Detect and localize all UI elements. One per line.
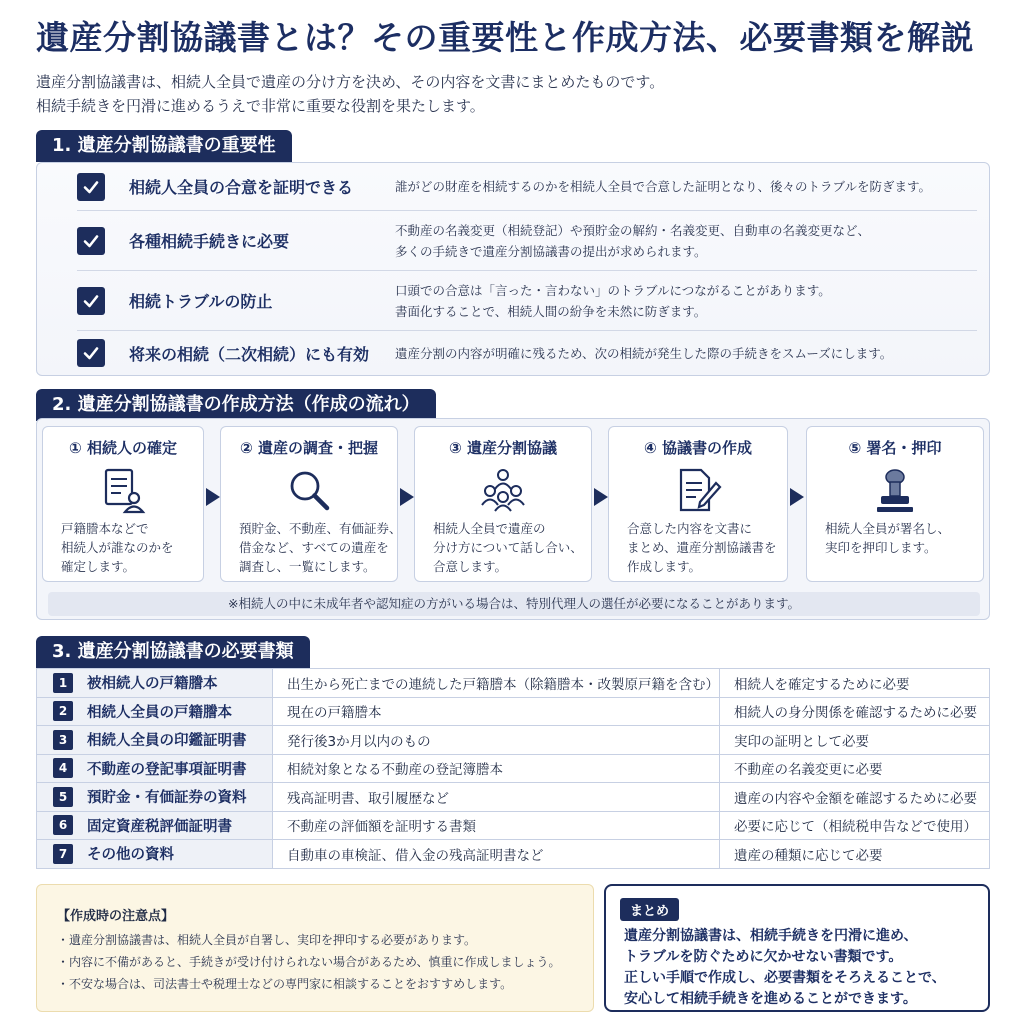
table-row — [37, 840, 990, 869]
step-desc-line: 相続人が誰なのかを — [61, 540, 174, 555]
document-purpose: 遺産の種類に応じて必要 — [720, 840, 990, 869]
document-name-cell — [37, 840, 273, 869]
document-name-cell — [37, 754, 273, 783]
document-purpose: 遺産の内容や金額を確認するために必要 — [720, 783, 990, 812]
step-desc-line: 調査し、一覧にします。 — [239, 559, 376, 574]
document-detail: 発行後3か月以内のもの — [273, 726, 720, 755]
importance-desc-line: 書面化することで、相続人間の紛争を未然に防ぎます。 — [395, 303, 707, 319]
document-name-cell — [37, 811, 273, 840]
flow-step — [806, 426, 984, 582]
step-desc-line: まとめ、遺産分割協議書を — [627, 540, 777, 555]
step-desc — [61, 519, 174, 576]
caution-list — [57, 929, 561, 995]
table-row — [37, 697, 990, 726]
document-purpose: 実印の証明として必要 — [720, 726, 990, 755]
document-purpose: 相続人を確定するために必要 — [720, 669, 990, 698]
caution-item: ・遺産分割協議書は、相続人全員が自署し、実印を押印する必要があります。 — [57, 933, 477, 947]
step-desc — [825, 519, 950, 557]
importance-item — [77, 163, 977, 211]
row-number-badge: 2 — [53, 701, 73, 721]
section2-heading: 2. 遺産分割協議書の作成方法（作成の流れ） — [36, 389, 436, 421]
check-icon — [77, 287, 105, 315]
caution-title: 【作成時の注意点】 — [57, 909, 175, 924]
importance-panel — [36, 162, 990, 376]
document-name-cell — [37, 697, 273, 726]
row-number-badge: 1 — [53, 673, 73, 693]
document-purpose: 不動産の名義変更に必要 — [720, 754, 990, 783]
step-desc-line: 合意します。 — [433, 559, 508, 574]
importance-desc — [395, 220, 870, 262]
summary-line: トラブルを防ぐために欠かせない書類です。 — [624, 949, 903, 965]
summary-tag: まとめ — [620, 898, 679, 921]
document-detail: 出生から死亡までの連続した戸籍謄本（除籍謄本・改製原戸籍を含む） — [273, 669, 720, 698]
importance-item — [77, 211, 977, 271]
step-desc-line: 相続人全員が署名し、 — [825, 521, 951, 536]
step-desc-line: 実印を押印します。 — [825, 540, 937, 555]
flow-arrow-icon — [400, 488, 414, 506]
document-name-cell — [37, 726, 273, 755]
importance-label: 各種相続手続きに必要 — [129, 232, 290, 251]
document-detail: 残高証明書、取引履歴など — [273, 783, 720, 812]
document-person-icon — [97, 465, 149, 517]
table-row — [37, 754, 990, 783]
summary-line: 正しい手順で作成し、必要書類をそろえることで、 — [624, 970, 946, 986]
step-title: ④ 協議書の作成 — [644, 439, 752, 457]
document-detail: 自動車の車検証、借入金の残高証明書など — [273, 840, 720, 869]
importance-label: 将来の相続（二次相続）にも有効 — [129, 344, 370, 364]
check-icon — [77, 173, 105, 201]
step-desc-line: 作成します。 — [627, 559, 702, 574]
importance-label: 相続トラブルの防止 — [129, 292, 273, 311]
intro-line: 相続手続きを円滑に進めるうえで非常に重要な役割を果たします。 — [36, 97, 485, 115]
importance-item — [77, 271, 977, 331]
flow-note: ※相続人の中に未成年者や認知症の方がいる場合は、特別代理人の選任が必要になることがあります。 — [48, 592, 980, 616]
check-icon — [77, 227, 105, 255]
intro-text — [36, 70, 664, 118]
caution-item: ・不安な場合は、司法書士や税理士などの専門家に相談することをおすすめします。 — [57, 977, 513, 991]
flow-arrow-icon — [206, 488, 220, 506]
seal-stamp-icon — [869, 465, 921, 517]
importance-desc-line: 遺産分割の内容が明確に残るため、次の相続が発生した際の手続きをスムーズにします。 — [395, 345, 893, 361]
step-desc-line: 分け方について話し合い、 — [433, 540, 583, 555]
summary-line: 安心して相続手続きを進めることができます。 — [624, 991, 917, 1007]
importance-desc-line: 誰がどの財産を相続するのかを相続人全員で合意した証明となり、後々のトラブルを防ぎます。 — [395, 179, 932, 194]
magnifier-icon — [283, 465, 335, 517]
group-icon — [477, 465, 529, 517]
step-desc-line: 戸籍謄本などで — [61, 521, 149, 536]
document-purpose: 相続人の身分関係を確認するために必要 — [720, 697, 990, 726]
step-desc-line: 借金など、すべての遺産を — [239, 540, 389, 555]
table-row — [37, 783, 990, 812]
document-name: 固定資産税評価証明書 — [87, 818, 232, 835]
step-desc-line: 相続人全員で遺産の — [433, 521, 546, 536]
document-detail: 不動産の評価額を証明する書類 — [273, 811, 720, 840]
caution-box — [36, 884, 594, 1012]
importance-desc — [395, 343, 892, 364]
flow-step — [42, 426, 204, 582]
document-name: 預貯金・有価証券の資料 — [87, 790, 247, 807]
page-title: 遺産分割協議書とは？その重要性と作成方法、必要書類を解説 — [36, 18, 974, 57]
table-row — [37, 726, 990, 755]
document-name: その他の資料 — [87, 847, 174, 864]
flow-step — [608, 426, 788, 582]
importance-item — [77, 331, 977, 375]
step-title: ① 相続人の確定 — [69, 439, 177, 457]
step-desc-line: 合意した内容を文書に — [627, 521, 753, 536]
flow-arrow-icon — [790, 488, 804, 506]
document-detail: 現在の戸籍謄本 — [273, 697, 720, 726]
document-name: 相続人全員の戸籍謄本 — [87, 704, 232, 721]
document-pen-icon — [672, 465, 724, 517]
step-desc-line: 預貯金、不動産、有価証券、 — [239, 521, 402, 536]
intro-line: 遺産分割協議書は、相続人全員で遺産の分け方を決め、その内容を文書にまとめたものです。 — [36, 73, 665, 91]
caution-item: ・内容に不備があると、手続きが受け付けられない場合があるため、慎重に作成しましょう。 — [57, 955, 561, 969]
importance-desc-line: 多くの手続きで遺産分割協議書の提出が求められます。 — [395, 243, 707, 259]
section3-heading: 3. 遺産分割協議書の必要書類 — [36, 636, 310, 668]
document-name: 被相続人の戸籍謄本 — [87, 676, 218, 693]
importance-desc-line: 不動産の名義変更（相続登記）や預貯金の解約・名義変更、自動車の名義変更など、 — [395, 222, 871, 238]
document-detail: 相続対象となる不動産の登記簿謄本 — [273, 754, 720, 783]
flow-step — [220, 426, 402, 582]
step-title: ③ 遺産分割協議 — [449, 439, 557, 457]
document-purpose: 必要に応じて（相続税申告などで使用） — [720, 811, 990, 840]
documents-table — [36, 668, 990, 869]
section1-heading: 1. 遺産分割協議書の重要性 — [36, 130, 292, 162]
document-name-cell — [37, 783, 273, 812]
table-row — [37, 669, 990, 698]
step-title: ⑤ 署名・押印 — [848, 439, 942, 457]
step-desc-line: 確定します。 — [61, 559, 136, 574]
row-number-badge: 6 — [53, 815, 73, 835]
row-number-badge: 7 — [53, 844, 73, 864]
step-desc — [239, 519, 402, 576]
importance-desc — [395, 280, 831, 322]
importance-desc — [395, 176, 931, 197]
document-name: 不動産の登記事項証明書 — [87, 761, 247, 778]
flow-arrow-icon — [594, 488, 608, 506]
step-desc — [627, 519, 777, 576]
summary-line: 遺産分割協議書は、相続手続きを円滑に進め、 — [624, 928, 918, 944]
document-name-cell — [37, 669, 273, 698]
summary-box — [604, 884, 990, 1012]
row-number-badge: 4 — [53, 758, 73, 778]
row-number-badge: 5 — [53, 787, 73, 807]
table-row — [37, 811, 990, 840]
importance-desc-line: 口頭での合意は「言った・言わない」のトラブルにつながることがあります。 — [395, 282, 831, 298]
importance-label: 相続人全員の合意を証明できる — [129, 178, 354, 197]
flow-step — [414, 426, 592, 582]
row-number-badge: 3 — [53, 730, 73, 750]
step-title: ② 遺産の調査・把握 — [240, 439, 378, 457]
summary-text — [624, 926, 946, 1010]
step-desc — [433, 519, 583, 576]
document-name: 相続人全員の印鑑証明書 — [87, 733, 247, 750]
check-icon — [77, 339, 105, 367]
